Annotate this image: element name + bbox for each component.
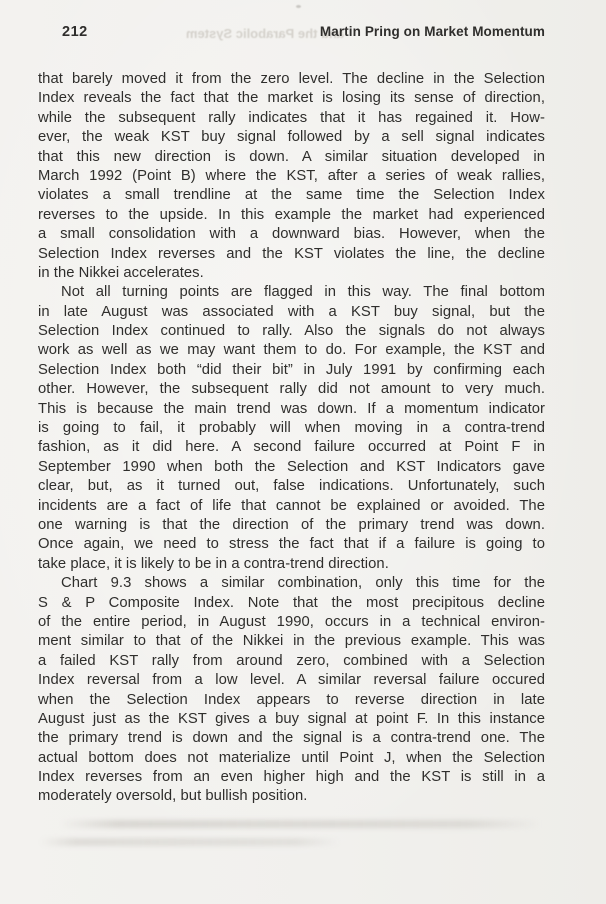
text-line: work as well as we may want them to do. For example, the KST and: [38, 342, 545, 359]
page-body: [38, 70, 545, 807]
text-line: incidents are a fact of life that cannot be explained or avoided. The: [38, 497, 545, 514]
paragraph-2: [38, 283, 545, 574]
text-line: of the entire period, in August 1990, occurs in a technical environ-: [38, 613, 545, 630]
page-number: 212: [62, 24, 88, 40]
text-line: other. However, the subsequent rally did not amount to very much.: [38, 381, 545, 398]
text-line: This is because the main trend was down. If a momentum indicator: [38, 400, 545, 417]
text-line: August just as the KST gives a buy signal at point F. In this instance: [38, 710, 545, 727]
text-line: take place, it is likely to be in a contra-trend direction.: [38, 555, 389, 572]
text-line: Chart 9.3 shows a similar combination, only this time for the: [61, 575, 545, 592]
text-line: Index reversal from a low level. A similar reversal failure occured: [38, 672, 545, 689]
paragraph-1: [38, 70, 545, 283]
bleed-through-stripe: [40, 838, 340, 846]
text-line: Index reverses from an even higher high and the KST is still in a: [38, 769, 545, 786]
text-line: Index reveals the fact that the market is losing its sense of direction,: [38, 90, 545, 107]
bleed-through-header: and the Parabolic System: [185, 26, 345, 41]
text-line: one warning is that the direction of the primary trend was down.: [38, 516, 545, 533]
text-line: that this new direction is down. A similar situation developed in: [38, 148, 545, 165]
text-line: actual bottom does not materialize until Point J, when the Selection: [38, 749, 545, 766]
text-line: in the Nikkei accelerates.: [38, 264, 204, 281]
scan-speck: [296, 5, 301, 8]
page-header: [38, 24, 545, 42]
text-line: Selection Index continued to rally. Also the signals do not always: [38, 323, 545, 340]
text-line: while the subsequent rally indicates that it has regained it. How-: [38, 109, 545, 126]
text-line: ever, the weak KST buy signal followed by a sell signal indicates: [38, 129, 545, 146]
bleed-through-stripe: [60, 820, 540, 828]
text-line: Selection Index reverses and the KST violates the line, the decline: [38, 245, 545, 262]
text-line: that barely moved it from the zero level. The decline in the Selection: [38, 71, 545, 87]
text-line: fashion, as it did here. A second failure occurred at Point F in: [38, 439, 545, 456]
text-line: a failed KST rally from around zero, combined with a Selection: [38, 652, 545, 669]
text-line: a small consolidation with a downward bias. However, when the: [38, 226, 545, 243]
text-line: March 1992 (Point B) where the KST, after a series of weak rallies,: [38, 167, 545, 184]
text-line: Once again, we need to stress the fact that if a failure is going to: [38, 536, 545, 553]
text-line: reverses to the upside. In this example the market had experienced: [38, 206, 545, 223]
text-line: September 1990 when both the Selection and KST Indicators gave: [38, 458, 545, 475]
text-line: S & P Composite Index. Note that the most precipitous decline: [38, 594, 545, 611]
text-line: Selection Index both “did their bit” in July 1991 by confirming each: [38, 361, 545, 378]
text-line: ment similar to that of the Nikkei in the previous example. This was: [38, 633, 545, 650]
text-line: is going to fail, it probably will when moving in a contra-trend: [38, 420, 545, 437]
text-line: when the Selection Index appears to reverse direction in late: [38, 691, 545, 708]
paragraph-3: [38, 574, 545, 807]
text-line: clear, but, as it turned out, false indications. Unfortunately, such: [38, 478, 545, 495]
text-line: the primary trend is down and the signal is a contra-trend one. The: [38, 730, 545, 747]
running-title: Martin Pring on Market Momentum: [319, 24, 545, 39]
text-line: moderately oversold, but bullish position.: [38, 788, 308, 805]
text-line: Not all turning points are flagged in this way. The final bottom: [61, 284, 545, 301]
text-line: violates a small trendline at the same time the Selection Index: [38, 187, 545, 204]
text-line: in late August was associated with a KST buy signal, but the: [38, 303, 545, 320]
